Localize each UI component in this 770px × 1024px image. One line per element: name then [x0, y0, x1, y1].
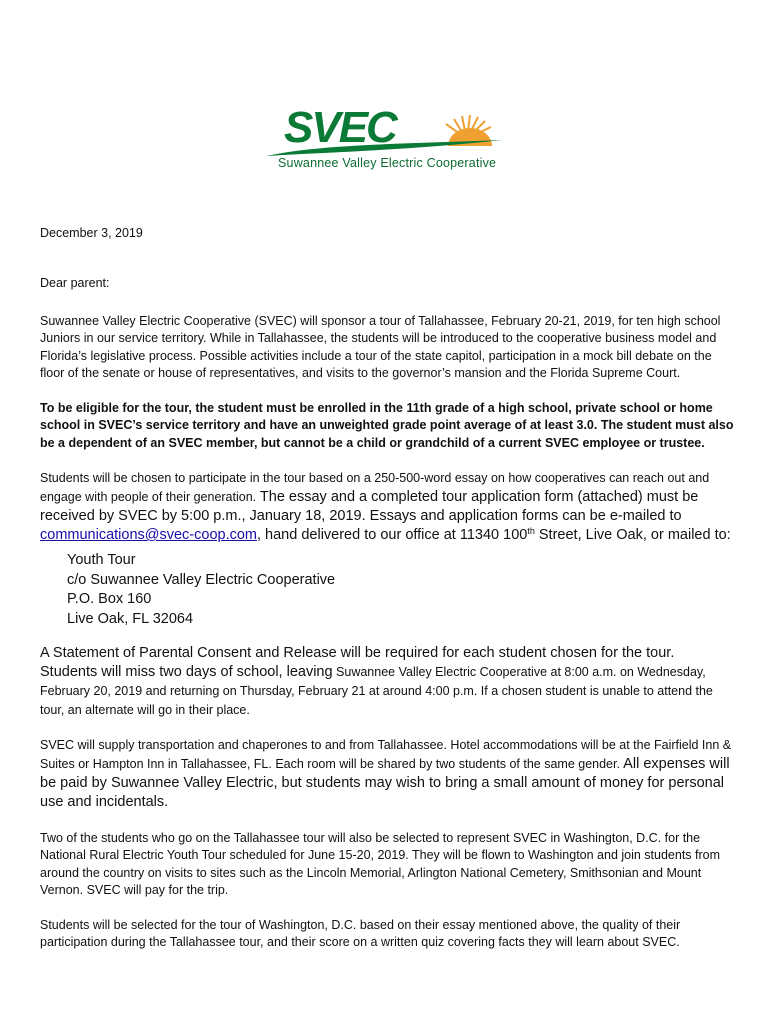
essay-text-1: Students will be chosen to participate in the tour based on a 250-500-word essay on how cooperatives can reach out and engage with people of their generation. — [40, 471, 710, 504]
consent-paragraph — [40, 644, 735, 720]
essay-text-2: The essay and a completed tour application form (attached) must be received by SVEC by 5:00 p.m., January 18, 2019. Essays and application forms can be e-mailed to — [40, 489, 699, 524]
washington-paragraph: Two of the students who go on the Tallahassee tour will also be selected to represent SVEC in Washington, D.C. for the National Rural Electric Youth Tour scheduled for June 15-20, 2019. They will be flown to Washington and join students from around the country on visits to sites such as the Lincoln Memorial, Arlington National Cemetery, Smithsonian and Mount Vernon. SVEC will pay for the trip. — [40, 831, 721, 898]
eligibility-paragraph: To be eligible for the tour, the student must be enrolled in the 11th grade of a high school, private school or home school in SVEC’s service territory and have an unweighted grade point average of at least 3.0. The student must also be a dependent of an SVEC member, but cannot be a child or grandchild of a current SVEC employee or trustee. — [40, 401, 734, 450]
essay-text-4: Street, Live Oak, or mailed to: — [534, 527, 731, 543]
expenses-paragraph — [40, 736, 735, 812]
ordinal-suffix: th — [527, 525, 535, 536]
address-line: c/o Suwannee Valley Electric Cooperative — [67, 571, 336, 588]
selection-paragraph: Students will be selected for the tour of Washington, D.C. based on their essay mentioned above, the quality of their participation during the Tallahassee tour, and their score on a written quiz covering facts they will learn about SVEC. — [40, 918, 681, 950]
consent-text-1: A Statement of Parental Consent and Release will be required for each student chosen for the tour. Students will miss two days of school, leaving — [40, 645, 675, 680]
essay-text-3: , hand delivered to our office at 11340 100 — [257, 527, 528, 543]
logo-wordmark: SVEC — [284, 103, 396, 152]
svec-logo — [262, 100, 512, 180]
mailing-address — [67, 551, 335, 629]
address-line: P.O. Box 160 — [67, 591, 152, 607]
logo-graphic — [262, 100, 512, 162]
email-link[interactable]: communications@svec-coop.com — [40, 527, 257, 543]
expenses-text-2: All expenses will be paid by Suwannee Valley Electric, but students may wish to bring a small amount of money for personal use and incidentals. — [40, 756, 730, 810]
salutation: Dear parent: — [40, 276, 110, 290]
logo-org-name: Suwannee Valley Electric Cooperative — [278, 156, 497, 170]
intro-paragraph: Suwannee Valley Electric Cooperative (SVEC) will sponsor a tour of Tallahassee, February 20-21, 2019, for ten high school Juniors in our service territory. While in Tallahassee, the students will be introduced to the cooperative business model and Florida’s legislative process. Possible activities include a tour of the state capitol, participation in a mock bill debate on the floor of the senate or house of representatives, and visits to the governor’s mansion and the Florida Supreme Court. — [40, 314, 721, 381]
expenses-text-1: SVEC will supply transportation and chaperones to and from Tallahassee. Hotel accommodations will be at the Fairfield Inn & Suites or Hampton Inn in Tallahassee, FL. Each room will be shared by two students of the same gender. — [40, 738, 732, 771]
consent-text-2: Suwannee Valley Electric Cooperative at 8:00 a.m. on Wednesday, February 20, 2019 and returning on Thursday, February 21 at around 4:00 p.m. If a chosen student is unable to attend the tour, an alternate will go in their place. — [40, 665, 713, 717]
essay-paragraph — [40, 469, 735, 545]
address-line: Live Oak, FL 32064 — [67, 610, 194, 627]
letter-date: December 3, 2019 — [40, 226, 143, 240]
address-line: Youth Tour — [67, 552, 136, 568]
